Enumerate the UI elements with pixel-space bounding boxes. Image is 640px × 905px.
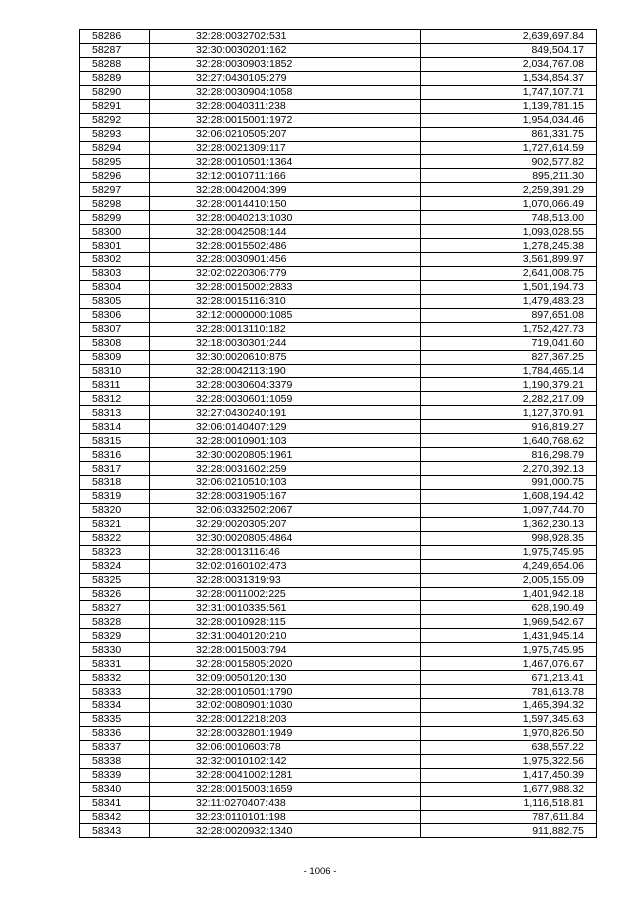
cadastral-number-cell: 32:30:0030201:162	[150, 43, 421, 57]
table-row	[80, 726, 597, 740]
table-row	[80, 99, 597, 113]
row-number-cell: 58308	[80, 336, 150, 350]
value-cell: 2,259,391.29	[421, 183, 597, 197]
row-number-cell: 58298	[80, 197, 150, 211]
row-number-cell: 58326	[80, 587, 150, 601]
value-cell: 816,298.79	[421, 448, 597, 462]
cadastral-number-cell: 32:28:0021309:117	[150, 141, 421, 155]
row-number-cell: 58322	[80, 531, 150, 545]
table-row	[80, 392, 597, 406]
cadastral-number-cell: 32:28:0015116:310	[150, 294, 421, 308]
cadastral-number-cell: 32:28:0015001:1972	[150, 113, 421, 127]
table-row	[80, 85, 597, 99]
row-number-cell: 58314	[80, 420, 150, 434]
value-cell: 1,467,076.67	[421, 657, 597, 671]
value-cell: 1,608,194.42	[421, 489, 597, 503]
table-row	[80, 434, 597, 448]
table-row	[80, 239, 597, 253]
row-number-cell: 58328	[80, 615, 150, 629]
row-number-cell: 58300	[80, 225, 150, 239]
row-number-cell: 58304	[80, 280, 150, 294]
row-number-cell: 58335	[80, 712, 150, 726]
table-row	[80, 587, 597, 601]
table-row	[80, 448, 597, 462]
cadastral-number-cell: 32:28:0011002:225	[150, 587, 421, 601]
row-number-cell: 58318	[80, 476, 150, 490]
table-row	[80, 601, 597, 615]
table-row	[80, 712, 597, 726]
value-cell: 1,727,614.59	[421, 141, 597, 155]
row-number-cell: 58299	[80, 211, 150, 225]
row-number-cell: 58294	[80, 141, 150, 155]
cadastral-number-cell: 32:28:0015003:794	[150, 643, 421, 657]
cadastral-number-cell: 32:23:0110101:198	[150, 810, 421, 824]
value-cell: 897,651.08	[421, 308, 597, 322]
cadastral-number-cell: 32:18:0030301:244	[150, 336, 421, 350]
table-row	[80, 294, 597, 308]
value-cell: 1,975,745.95	[421, 545, 597, 559]
data-table	[79, 29, 597, 838]
table-row	[80, 489, 597, 503]
row-number-cell: 58289	[80, 71, 150, 85]
value-cell: 1,534,854.37	[421, 71, 597, 85]
cadastral-number-cell: 32:06:0332502:2067	[150, 503, 421, 517]
row-number-cell: 58332	[80, 671, 150, 685]
table-row	[80, 350, 597, 364]
table-row	[80, 796, 597, 810]
cadastral-number-cell: 32:06:0210510:103	[150, 476, 421, 490]
cadastral-number-cell: 32:28:0032702:531	[150, 30, 421, 44]
value-cell: 1,093,028.55	[421, 225, 597, 239]
cadastral-number-cell: 32:28:0032801:1949	[150, 726, 421, 740]
cadastral-number-cell: 32:12:0000000:1085	[150, 308, 421, 322]
table-row	[80, 685, 597, 699]
row-number-cell: 58305	[80, 294, 150, 308]
table-row	[80, 322, 597, 336]
table-row	[80, 699, 597, 713]
value-cell: 719,041.60	[421, 336, 597, 350]
cadastral-number-cell: 32:28:0030901:456	[150, 253, 421, 267]
table-row	[80, 629, 597, 643]
row-number-cell: 58329	[80, 629, 150, 643]
cadastral-number-cell: 32:28:0010501:1364	[150, 155, 421, 169]
cadastral-number-cell: 32:12:0010711:166	[150, 169, 421, 183]
row-number-cell: 58327	[80, 601, 150, 615]
value-cell: 748,513.00	[421, 211, 597, 225]
value-cell: 1,954,034.46	[421, 113, 597, 127]
row-number-cell: 58341	[80, 796, 150, 810]
table-row	[80, 378, 597, 392]
table-row	[80, 127, 597, 141]
row-number-cell: 58287	[80, 43, 150, 57]
value-cell: 781,613.78	[421, 685, 597, 699]
row-number-cell: 58324	[80, 559, 150, 573]
value-cell: 1,752,427.73	[421, 322, 597, 336]
table-row	[80, 308, 597, 322]
table-row	[80, 197, 597, 211]
table-row	[80, 754, 597, 768]
table-row	[80, 30, 597, 44]
cadastral-number-cell: 32:28:0041002:1281	[150, 768, 421, 782]
table-row	[80, 615, 597, 629]
cadastral-number-cell: 32:28:0013110:182	[150, 322, 421, 336]
row-number-cell: 58321	[80, 517, 150, 531]
value-cell: 1,747,107.71	[421, 85, 597, 99]
table-row	[80, 657, 597, 671]
table-row	[80, 113, 597, 127]
value-cell: 3,561,899.97	[421, 253, 597, 267]
value-cell: 895,211.30	[421, 169, 597, 183]
table-row	[80, 643, 597, 657]
value-cell: 1,127,370.91	[421, 406, 597, 420]
value-cell: 1,640,768.62	[421, 434, 597, 448]
value-cell: 1,597,345.63	[421, 712, 597, 726]
table-row	[80, 336, 597, 350]
cadastral-number-cell: 32:09:0050120:130	[150, 671, 421, 685]
table-body	[80, 30, 597, 838]
row-number-cell: 58338	[80, 754, 150, 768]
value-cell: 628,190.49	[421, 601, 597, 615]
cadastral-number-cell: 32:31:0040120:210	[150, 629, 421, 643]
value-cell: 1,190,379.21	[421, 378, 597, 392]
row-number-cell: 58337	[80, 740, 150, 754]
table-row	[80, 57, 597, 71]
row-number-cell: 58343	[80, 824, 150, 838]
value-cell: 2,641,008.75	[421, 266, 597, 280]
cadastral-number-cell: 32:28:0040311:238	[150, 99, 421, 113]
value-cell: 638,557.22	[421, 740, 597, 754]
value-cell: 861,331.75	[421, 127, 597, 141]
table-row	[80, 183, 597, 197]
value-cell: 1,097,744.70	[421, 503, 597, 517]
cadastral-number-cell: 32:28:0012218:203	[150, 712, 421, 726]
value-cell: 827,367.25	[421, 350, 597, 364]
cadastral-number-cell: 32:02:0080901:1030	[150, 699, 421, 713]
value-cell: 1,116,518.81	[421, 796, 597, 810]
row-number-cell: 58292	[80, 113, 150, 127]
cadastral-number-cell: 32:32:0010102:142	[150, 754, 421, 768]
value-cell: 1,970,826.50	[421, 726, 597, 740]
row-number-cell: 58290	[80, 85, 150, 99]
cadastral-number-cell: 32:02:0220306:779	[150, 266, 421, 280]
cadastral-number-cell: 32:30:0020805:1961	[150, 448, 421, 462]
table-row	[80, 671, 597, 685]
cadastral-number-cell: 32:28:0042113:190	[150, 364, 421, 378]
cadastral-number-cell: 32:28:0031905:167	[150, 489, 421, 503]
value-cell: 1,070,066.49	[421, 197, 597, 211]
cadastral-number-cell: 32:31:0010335:561	[150, 601, 421, 615]
row-number-cell: 58336	[80, 726, 150, 740]
row-number-cell: 58310	[80, 364, 150, 378]
cadastral-number-cell: 32:30:0020610:875	[150, 350, 421, 364]
value-cell: 1,431,945.14	[421, 629, 597, 643]
table-row	[80, 768, 597, 782]
cadastral-number-cell: 32:30:0020805:4864	[150, 531, 421, 545]
row-number-cell: 58340	[80, 782, 150, 796]
row-number-cell: 58334	[80, 699, 150, 713]
cadastral-number-cell: 32:28:0042508:144	[150, 225, 421, 239]
table-row	[80, 782, 597, 796]
value-cell: 4,249,654.06	[421, 559, 597, 573]
row-number-cell: 58293	[80, 127, 150, 141]
table-row	[80, 43, 597, 57]
cadastral-number-cell: 32:28:0015502:486	[150, 239, 421, 253]
row-number-cell: 58320	[80, 503, 150, 517]
value-cell: 1,501,194.73	[421, 280, 597, 294]
value-cell: 991,000.75	[421, 476, 597, 490]
table-row	[80, 462, 597, 476]
cadastral-number-cell: 32:28:0013116:46	[150, 545, 421, 559]
table-row	[80, 364, 597, 378]
cadastral-number-cell: 32:27:0430240:191	[150, 406, 421, 420]
row-number-cell: 58333	[80, 685, 150, 699]
cadastral-number-cell: 32:28:0015002:2833	[150, 280, 421, 294]
value-cell: 849,504.17	[421, 43, 597, 57]
row-number-cell: 58306	[80, 308, 150, 322]
table-row	[80, 573, 597, 587]
row-number-cell: 58312	[80, 392, 150, 406]
value-cell: 1,417,450.39	[421, 768, 597, 782]
cadastral-number-cell: 32:02:0160102:473	[150, 559, 421, 573]
value-cell: 1,784,465.14	[421, 364, 597, 378]
value-cell: 998,928.35	[421, 531, 597, 545]
cadastral-number-cell: 32:11:0270407:438	[150, 796, 421, 810]
row-number-cell: 58342	[80, 810, 150, 824]
value-cell: 1,479,483.23	[421, 294, 597, 308]
table-row	[80, 740, 597, 754]
row-number-cell: 58313	[80, 406, 150, 420]
table-row	[80, 559, 597, 573]
row-number-cell: 58295	[80, 155, 150, 169]
cadastral-number-cell: 32:28:0010901:103	[150, 434, 421, 448]
row-number-cell: 58331	[80, 657, 150, 671]
table-row	[80, 211, 597, 225]
table-row	[80, 155, 597, 169]
cadastral-number-cell: 32:28:0020932:1340	[150, 824, 421, 838]
cadastral-number-cell: 32:28:0030904:1058	[150, 85, 421, 99]
row-number-cell: 58303	[80, 266, 150, 280]
cadastral-number-cell: 32:28:0042004:399	[150, 183, 421, 197]
table-row	[80, 545, 597, 559]
value-cell: 911,882.75	[421, 824, 597, 838]
value-cell: 1,362,230.13	[421, 517, 597, 531]
row-number-cell: 58309	[80, 350, 150, 364]
cadastral-number-cell: 32:28:0031319:93	[150, 573, 421, 587]
row-number-cell: 58339	[80, 768, 150, 782]
row-number-cell: 58317	[80, 462, 150, 476]
row-number-cell: 58330	[80, 643, 150, 657]
table-row	[80, 810, 597, 824]
row-number-cell: 58325	[80, 573, 150, 587]
cadastral-number-cell: 32:27:0430105:279	[150, 71, 421, 85]
table-row	[80, 531, 597, 545]
cadastral-number-cell: 32:28:0015003:1659	[150, 782, 421, 796]
row-number-cell: 58319	[80, 489, 150, 503]
cadastral-number-cell: 32:28:0010501:1790	[150, 685, 421, 699]
value-cell: 1,969,542.67	[421, 615, 597, 629]
table-row	[80, 824, 597, 838]
cadastral-number-cell: 32:28:0010928:115	[150, 615, 421, 629]
value-cell: 1,677,988.32	[421, 782, 597, 796]
value-cell: 1,139,781.15	[421, 99, 597, 113]
value-cell: 2,639,697.84	[421, 30, 597, 44]
cadastral-number-cell: 32:06:0010603:78	[150, 740, 421, 754]
row-number-cell: 58315	[80, 434, 150, 448]
table-row	[80, 169, 597, 183]
row-number-cell: 58297	[80, 183, 150, 197]
value-cell: 1,975,322.56	[421, 754, 597, 768]
row-number-cell: 58302	[80, 253, 150, 267]
cadastral-number-cell: 32:28:0030601:1059	[150, 392, 421, 406]
value-cell: 1,278,245.38	[421, 239, 597, 253]
value-cell: 2,034,767.08	[421, 57, 597, 71]
value-cell: 787,611.84	[421, 810, 597, 824]
value-cell: 1,975,745.95	[421, 643, 597, 657]
value-cell: 671,213.41	[421, 671, 597, 685]
table-row	[80, 280, 597, 294]
value-cell: 1,465,394.32	[421, 699, 597, 713]
table-row	[80, 253, 597, 267]
row-number-cell: 58301	[80, 239, 150, 253]
cadastral-number-cell: 32:28:0040213:1030	[150, 211, 421, 225]
cadastral-number-cell: 32:28:0030903:1852	[150, 57, 421, 71]
cadastral-number-cell: 32:28:0014410:150	[150, 197, 421, 211]
row-number-cell: 58288	[80, 57, 150, 71]
row-number-cell: 58296	[80, 169, 150, 183]
table-row	[80, 503, 597, 517]
value-cell: 2,282,217.09	[421, 392, 597, 406]
row-number-cell: 58291	[80, 99, 150, 113]
table-row	[80, 225, 597, 239]
table-row	[80, 517, 597, 531]
cadastral-number-cell: 32:28:0030604:3379	[150, 378, 421, 392]
value-cell: 1,401,942.18	[421, 587, 597, 601]
value-cell: 2,270,392.13	[421, 462, 597, 476]
value-cell: 902,577.82	[421, 155, 597, 169]
cadastral-number-cell: 32:06:0140407:129	[150, 420, 421, 434]
cadastral-number-cell: 32:06:0210505:207	[150, 127, 421, 141]
value-cell: 2,005,155.09	[421, 573, 597, 587]
table-row	[80, 71, 597, 85]
value-cell: 916,819.27	[421, 420, 597, 434]
table-row	[80, 141, 597, 155]
table-row	[80, 266, 597, 280]
row-number-cell: 58286	[80, 30, 150, 44]
row-number-cell: 58323	[80, 545, 150, 559]
page-number: - 1006 -	[303, 866, 337, 877]
cadastral-number-cell: 32:28:0031602:259	[150, 462, 421, 476]
cadastral-number-cell: 32:29:0020305:207	[150, 517, 421, 531]
row-number-cell: 58311	[80, 378, 150, 392]
table-row	[80, 420, 597, 434]
table-row	[80, 476, 597, 490]
cadastral-number-cell: 32:28:0015805:2020	[150, 657, 421, 671]
row-number-cell: 58316	[80, 448, 150, 462]
table-row	[80, 406, 597, 420]
row-number-cell: 58307	[80, 322, 150, 336]
